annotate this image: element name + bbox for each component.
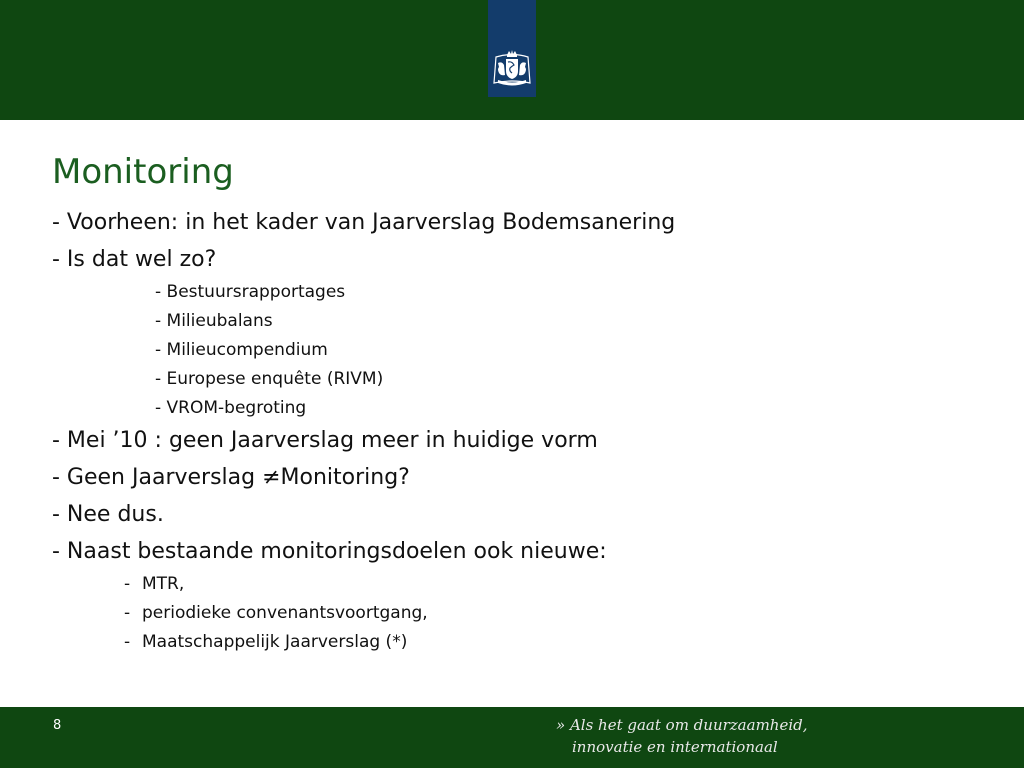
footer-band — [0, 707, 1024, 768]
header-band — [0, 0, 1024, 120]
bullet-item: - Naast bestaande monitoringsdoelen ook nieuwe: — [52, 539, 607, 564]
bullet-item: - Voorheen: in het kader van Jaarverslag Bodemsanering — [52, 210, 676, 235]
footer-tagline — [556, 714, 808, 758]
tagline-line-1: » Als het gaat om duurzaamheid, — [556, 716, 808, 734]
new-goal-dash: - — [124, 603, 131, 623]
sub-bullet-item: - Bestuursrapportages — [155, 282, 346, 302]
page-number: 8 — [53, 718, 62, 733]
sub-bullet-item: - VROM-begroting — [155, 398, 307, 418]
new-goal-item — [124, 631, 407, 653]
new-goal-item — [124, 602, 428, 624]
new-goal-text: MTR, — [142, 574, 185, 594]
new-goal-text: periodieke convenantsvoortgang, — [142, 603, 428, 623]
bullet-item: - Geen Jaarverslag ≠Monitoring? — [52, 465, 410, 490]
sub-bullet-item: - Europese enquête (RIVM) — [155, 369, 384, 389]
bullet-item: - Mei ’10 : geen Jaarverslag meer in huidige vorm — [52, 428, 598, 453]
bullet-item: - Nee dus. — [52, 502, 164, 527]
sub-bullet-item: - Milieubalans — [155, 311, 273, 331]
tagline-line-2: innovatie en internationaal — [572, 738, 778, 756]
bullet-item: - Is dat wel zo? — [52, 247, 217, 272]
government-logo — [488, 0, 536, 97]
coat-of-arms-icon — [490, 49, 534, 89]
new-goal-dash: - — [124, 574, 131, 594]
slide-title: Monitoring — [52, 152, 234, 192]
new-goal-item — [124, 573, 184, 595]
new-goal-dash: - — [124, 632, 131, 652]
sub-bullet-item: - Milieucompendium — [155, 340, 328, 360]
new-goal-text: Maatschappelijk Jaarverslag (*) — [142, 632, 408, 652]
